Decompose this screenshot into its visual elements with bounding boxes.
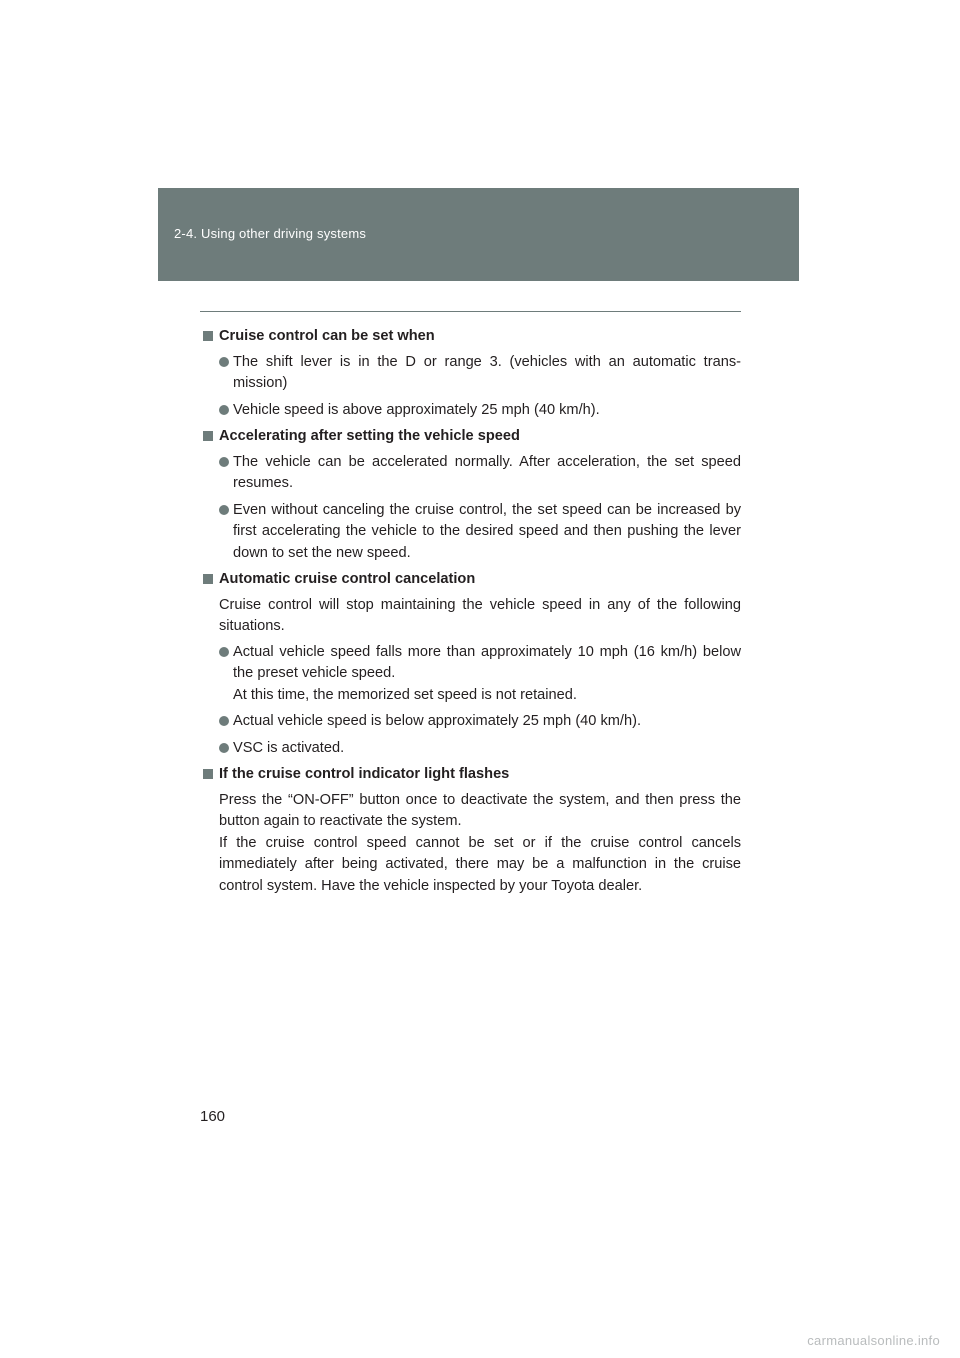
list-item: The vehicle can be accelerated normally. After acceleration, the set speed resumes. bbox=[200, 452, 741, 495]
list-item: Actual vehicle speed falls more than approximately 10 mph (16 km/h) below the preset vehicle speed. At this time, the memorized set speed is not retained. bbox=[200, 642, 741, 707]
circle-bullet-icon bbox=[219, 505, 229, 515]
divider bbox=[200, 311, 741, 312]
section-cruise-set bbox=[200, 326, 741, 421]
page-content bbox=[200, 326, 741, 901]
section-header-bar bbox=[158, 188, 799, 281]
section-accelerating bbox=[200, 426, 741, 564]
circle-bullet-icon bbox=[219, 716, 229, 726]
section-heading: Automatic cruise control cancelation bbox=[200, 569, 741, 591]
circle-bullet-icon bbox=[219, 743, 229, 753]
list-item: The shift lever is in the D or range 3. (vehicles with an automatic trans-mission) bbox=[200, 352, 741, 395]
bullet-note: At this time, the memorized set speed is not retained. bbox=[233, 686, 577, 703]
circle-bullet-icon bbox=[219, 457, 229, 467]
circle-bullet-icon bbox=[219, 357, 229, 367]
circle-bullet-icon bbox=[219, 405, 229, 415]
section-heading: Cruise control can be set when bbox=[200, 326, 741, 348]
section-heading: If the cruise control indicator light flashes bbox=[200, 764, 741, 786]
section-auto-cancel bbox=[200, 569, 741, 759]
square-bullet-icon bbox=[203, 769, 213, 779]
square-bullet-icon bbox=[203, 431, 213, 441]
section-heading: Accelerating after setting the vehicle speed bbox=[200, 426, 741, 448]
square-bullet-icon bbox=[203, 331, 213, 341]
paragraph: Press the “ON-OFF” button once to deactivate the system, and then press the button again to reactivate the system. If the cruise control speed cannot be set or if the cruise control cancels immediately after being activated, there may be a malfunction in the cruise control system. Have the vehicle inspected by your Toyota dealer. bbox=[219, 791, 741, 894]
page-number: 160 bbox=[200, 1108, 226, 1125]
list-item: Even without canceling the cruise control, the set speed can be increased by first accelerating the vehicle to the desired speed and then pushing the lever down to set the new speed. bbox=[200, 500, 741, 565]
watermark: carmanualsonline.info bbox=[807, 1333, 940, 1348]
list-item: Actual vehicle speed is below approximately 25 mph (40 km/h). bbox=[200, 711, 741, 733]
square-bullet-icon bbox=[203, 574, 213, 584]
section-indicator-flash bbox=[200, 764, 741, 897]
section-intro: Cruise control will stop maintaining the vehicle speed in any of the following situations. bbox=[219, 596, 741, 634]
list-item: Vehicle speed is above approximately 25 mph (40 km/h). bbox=[200, 400, 741, 422]
list-item: VSC is activated. bbox=[200, 738, 741, 760]
circle-bullet-icon bbox=[219, 647, 229, 657]
section-title: 2-4. Using other driving systems bbox=[174, 226, 367, 241]
